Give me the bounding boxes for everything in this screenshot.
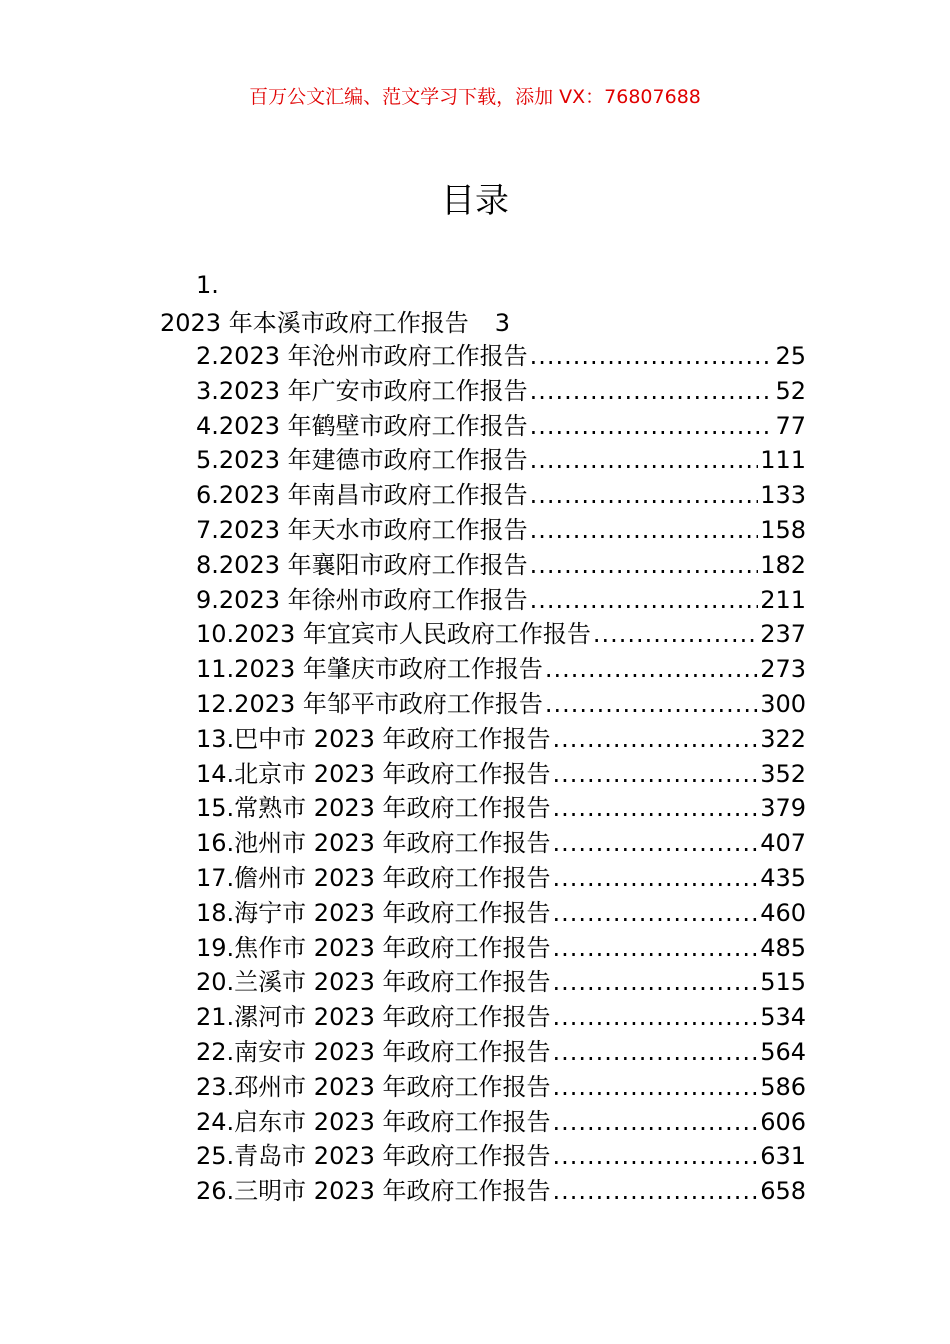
toc-entry-label: 23.邳州市 2023 年政府工作报告 [196, 1072, 551, 1101]
toc-entry[interactable] [196, 757, 806, 792]
toc-entry-label: 17.儋州市 2023 年政府工作报告 [196, 863, 551, 892]
toc-entry-page: 586 [760, 1072, 806, 1101]
toc-first-number: 1. [196, 271, 219, 299]
toc-entry-label: 8.2023 年襄阳市政府工作报告 [196, 550, 528, 579]
toc-entry-label: 12.2023 年邹平市政府工作报告 [196, 689, 543, 718]
toc-entry[interactable] [196, 374, 806, 409]
toc-entry-page: 52 [775, 376, 806, 405]
toc-entry-page: 564 [760, 1037, 806, 1066]
toc-entry-label: 25.青岛市 2023 年政府工作报告 [196, 1142, 551, 1171]
toc-entry-page: 158 [760, 515, 806, 544]
dot-leader [545, 652, 758, 687]
toc-entry-page: 379 [760, 794, 806, 823]
dot-leader [553, 757, 759, 792]
dot-leader [553, 1070, 759, 1105]
toc-entry-page: 460 [760, 898, 806, 927]
toc-entry-label: 7.2023 年天水市政府工作报告 [196, 515, 528, 544]
toc-first-entry[interactable] [160, 306, 510, 340]
toc-entry[interactable] [196, 791, 806, 826]
dot-leader [553, 1035, 759, 1070]
toc-entry-page: 534 [760, 1003, 806, 1032]
dot-leader [530, 339, 774, 374]
dot-leader [593, 617, 758, 652]
toc-entry-label: 13.巴中市 2023 年政府工作报告 [196, 724, 551, 753]
dot-leader [530, 443, 759, 478]
dot-leader [553, 965, 759, 1000]
toc-entry-page: 485 [760, 933, 806, 962]
toc-entry[interactable] [196, 896, 806, 931]
toc-entry-page: 3 [494, 309, 510, 337]
toc-entry[interactable] [196, 1000, 806, 1035]
toc-entry-page: 111 [760, 446, 806, 475]
toc-entry-page: 407 [760, 829, 806, 858]
toc-entry[interactable] [196, 617, 806, 652]
toc-entry-page: 133 [760, 481, 806, 510]
toc-entry-label: 10.2023 年宜宾市人民政府工作报告 [196, 620, 591, 649]
toc-entry-label: 22.南安市 2023 年政府工作报告 [196, 1037, 551, 1066]
toc-entry-page: 322 [760, 724, 806, 753]
dot-leader [553, 861, 759, 896]
header-notice: 百万公文汇编、范文学习下载，添加 VX：76807688 [249, 86, 701, 108]
toc-entry-page: 273 [760, 655, 806, 684]
dot-leader [530, 513, 759, 548]
dot-leader [553, 791, 759, 826]
toc-entry-label: 18.海宁市 2023 年政府工作报告 [196, 898, 551, 927]
toc-entry[interactable] [196, 1070, 806, 1105]
dot-leader [530, 583, 759, 618]
toc-entry-page: 352 [760, 759, 806, 788]
toc-entry-label: 2.2023 年沧州市政府工作报告 [196, 342, 528, 370]
toc-entry[interactable] [196, 931, 806, 966]
dot-leader [530, 478, 759, 513]
toc-entry[interactable] [196, 1105, 806, 1140]
dot-leader [553, 1000, 759, 1035]
toc-entry-page: 25 [775, 342, 806, 370]
toc-entry-label: 15.常熟市 2023 年政府工作报告 [196, 794, 551, 823]
toc-entry[interactable] [196, 1139, 806, 1174]
dot-leader [553, 722, 759, 757]
dot-leader [530, 374, 774, 409]
toc-entry-list [196, 339, 806, 1209]
dot-leader [553, 1139, 759, 1174]
toc-entry-label: 20.兰溪市 2023 年政府工作报告 [196, 968, 551, 997]
toc-entry-label: 24.启东市 2023 年政府工作报告 [196, 1107, 551, 1136]
toc-entry-label: 3.2023 年广安市政府工作报告 [196, 376, 528, 405]
dot-leader [553, 826, 759, 861]
toc-entry-page: 658 [760, 1177, 806, 1206]
dot-leader [553, 896, 759, 931]
toc-entry[interactable] [196, 513, 806, 548]
toc-entry[interactable] [196, 409, 806, 444]
toc-entry-page: 237 [760, 620, 806, 649]
dot-leader [530, 409, 774, 444]
toc-entry-page: 211 [760, 585, 806, 614]
toc-entry[interactable] [196, 826, 806, 861]
toc-entry-page: 300 [760, 689, 806, 718]
toc-entry-page: 77 [775, 411, 806, 440]
toc-entry-label: 21.漯河市 2023 年政府工作报告 [196, 1003, 551, 1032]
dot-leader [545, 687, 758, 722]
toc-entry-label: 11.2023 年肇庆市政府工作报告 [196, 655, 543, 684]
toc-entry-page: 515 [760, 968, 806, 997]
toc-entry[interactable] [196, 1035, 806, 1070]
toc-entry[interactable] [196, 1174, 806, 1209]
toc-entry-label: 4.2023 年鹤壁市政府工作报告 [196, 411, 528, 440]
toc-entry-label: 2023 年本溪市政府工作报告 [160, 309, 469, 337]
toc-entry-label: 14.北京市 2023 年政府工作报告 [196, 759, 551, 788]
toc-entry-label: 26.三明市 2023 年政府工作报告 [196, 1177, 551, 1206]
toc-entry[interactable] [196, 583, 806, 618]
toc-entry[interactable] [196, 548, 806, 583]
toc-entry[interactable] [196, 861, 806, 896]
toc-entry[interactable] [196, 652, 806, 687]
toc-entry[interactable] [196, 478, 806, 513]
toc-entry-label: 5.2023 年建德市政府工作报告 [196, 446, 528, 475]
toc-entry-page: 606 [760, 1107, 806, 1136]
dot-leader [553, 1105, 759, 1140]
toc-entry[interactable] [196, 687, 806, 722]
toc-entry[interactable] [196, 443, 806, 478]
toc-entry-label: 6.2023 年南昌市政府工作报告 [196, 481, 528, 510]
toc-entry[interactable] [196, 965, 806, 1000]
toc-entry-page: 182 [760, 550, 806, 579]
dot-leader [530, 548, 759, 583]
dot-leader [553, 931, 759, 966]
toc-entry-label: 19.焦作市 2023 年政府工作报告 [196, 933, 551, 962]
toc-entry-label: 16.池州市 2023 年政府工作报告 [196, 829, 551, 858]
dot-leader [553, 1174, 759, 1209]
page-title: 目录 [441, 181, 509, 221]
toc-entry[interactable] [196, 722, 806, 757]
toc-entry-page: 435 [760, 863, 806, 892]
toc-entry-label: 9.2023 年徐州市政府工作报告 [196, 585, 528, 614]
toc-entry[interactable] [196, 339, 806, 374]
toc-entry-page: 631 [760, 1142, 806, 1171]
